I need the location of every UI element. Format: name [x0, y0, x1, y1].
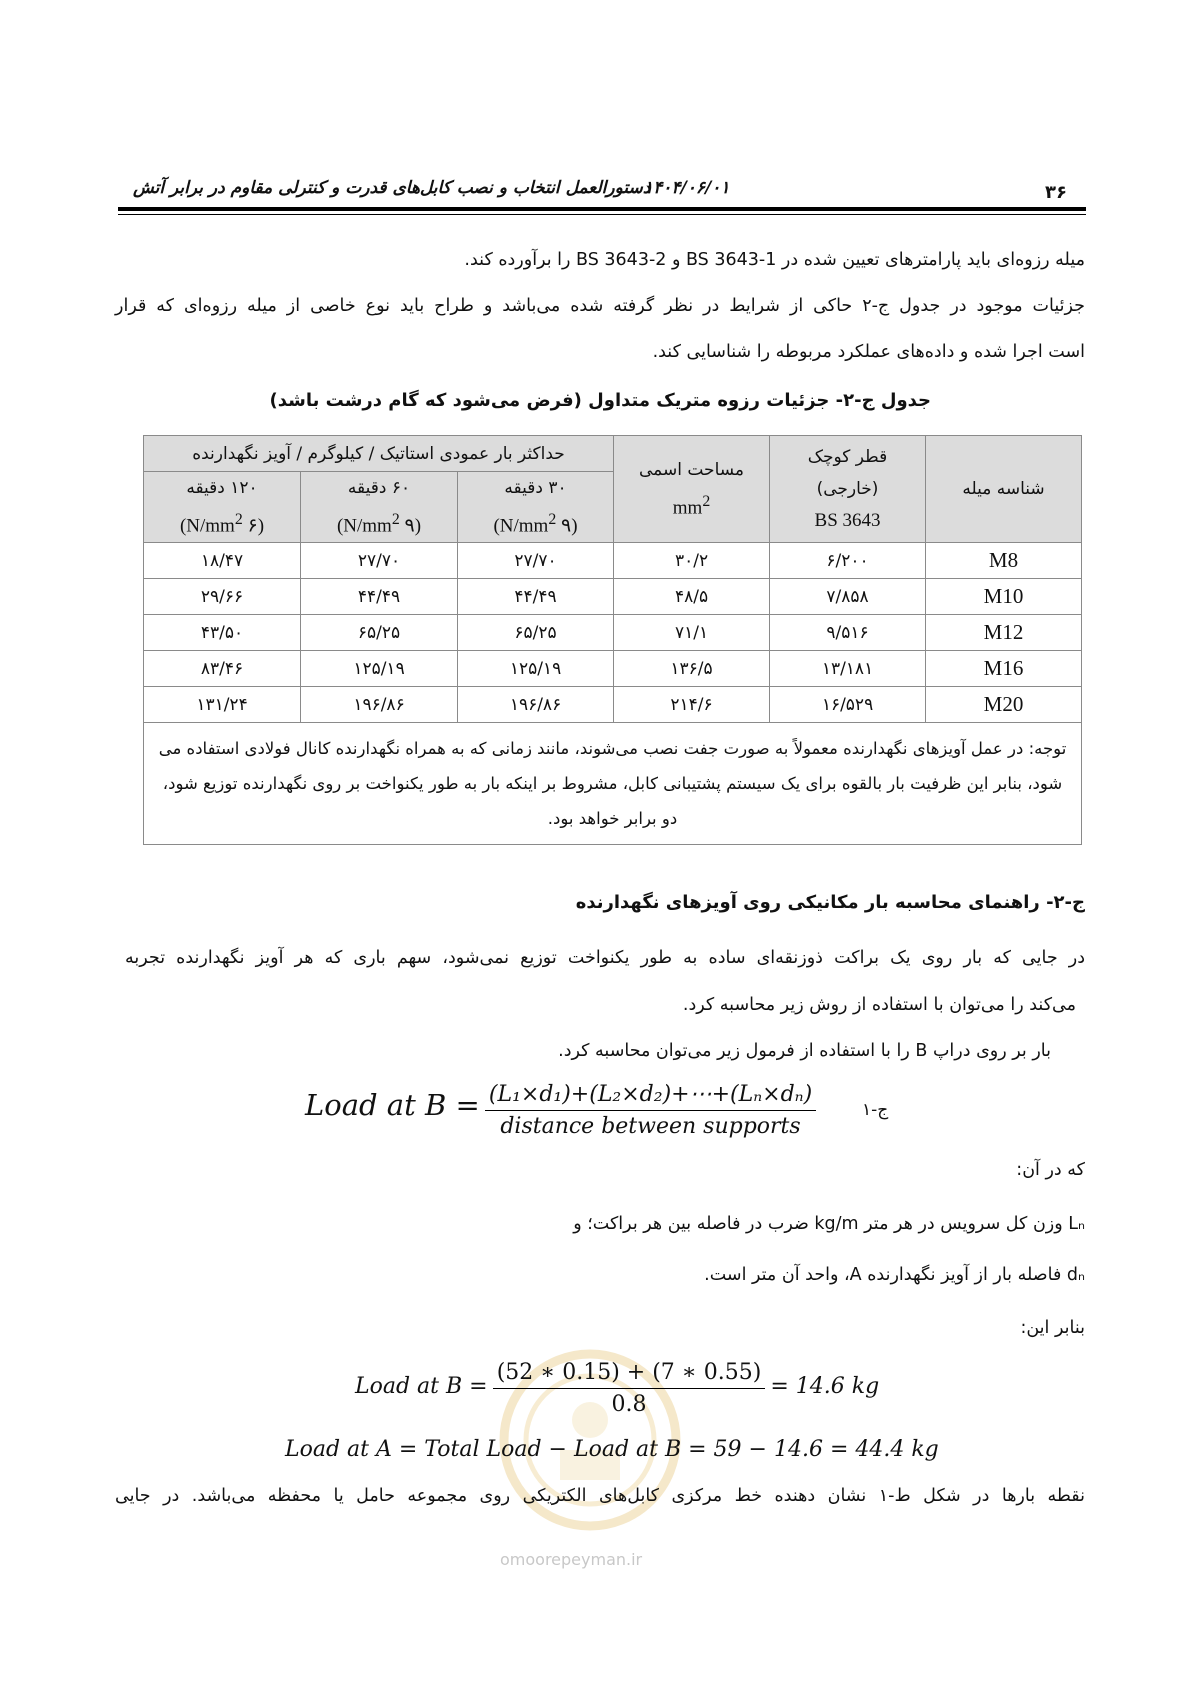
calc1-fraction	[493, 1360, 766, 1417]
calc1-denominator: 0.8	[611, 1392, 647, 1417]
load-30-cell: ۶۵/۲۵	[458, 615, 614, 651]
diameter-cell: ۷/۸۵۸	[770, 579, 926, 615]
header-rule-thick	[118, 207, 1086, 211]
section-paragraph-1a: در جایی که بار روی یک براکت ذوزنقه‌ای ساده به طور یکنواخت توزیع نمی‌شود، سهم باری که هر آویز نگهدارنده تجربه	[125, 948, 1085, 968]
table-row	[144, 579, 1082, 615]
header-120-min-stress: (۶ $N/mm^2$)	[179, 511, 265, 537]
formula-fraction	[485, 1082, 816, 1139]
header-title: دستورالعمل انتخاب و نصب کابل‌های قدرت و کنترلی مقاوم در برابر آتش	[133, 178, 651, 198]
header-area-unit: $mm^2$	[672, 493, 711, 519]
diameter-cell: ۶/۲۰۰	[770, 543, 926, 579]
header-60-min-stress: (۹ $N/mm^2$)	[336, 511, 422, 537]
section-paragraph-2: بار بر روی دراپ B را با استفاده از فرمول زیر می‌توان محاسبه کرد.	[558, 1041, 1051, 1061]
calc1-numerator: (52 ∗ 0.15) + (7 ∗ 0.55)	[493, 1360, 766, 1389]
dn-definition: dₙ فاصله بار از آویز نگهدارنده A، واحد آن متر است.	[704, 1265, 1085, 1285]
rod-cell: M20	[926, 687, 1082, 723]
table-row	[144, 615, 1082, 651]
watermark-text: omoorepeyman.ir	[500, 1550, 643, 1569]
diameter-cell: ۹/۵۱۶	[770, 615, 926, 651]
area-cell: ۱۳۶/۵	[614, 651, 770, 687]
table-row	[144, 651, 1082, 687]
header-120-min	[144, 472, 301, 543]
calc1-lhs: Load at B =	[355, 1374, 488, 1399]
thread-details-table	[143, 435, 1082, 845]
load-30-cell: ۱۲۵/۱۹	[458, 651, 614, 687]
header-30-min-label: ۳۰ دقیقه	[504, 478, 567, 498]
section-heading: ج-۲- راهنمای محاسبه بار مکانیکی روی آویزهای نگهدارنده	[575, 892, 1085, 913]
header-date: ۱۴۰۴/۰۶/۰۱	[644, 178, 730, 198]
area-cell: ۳۰/۲	[614, 543, 770, 579]
formula-numerator: (L₁×d₁)+(L₂×d₂)+⋯+(Lₙ×dₙ)	[485, 1082, 816, 1111]
header-nominal-area	[614, 436, 770, 543]
where-label: که در آن:	[1016, 1160, 1085, 1180]
header-area-label: مساحت اسمی	[639, 460, 745, 480]
load-60-cell: ۱۲۵/۱۹	[301, 651, 458, 687]
last-paragraph: نقطه بارها در شکل ط-۱ نشان دهنده خط مرکزی کابل‌های الکتریکی روی مجموعه حامل یا محفظه می‌باشد. در جایی	[115, 1486, 1086, 1506]
formula-lhs: Load at B =	[305, 1088, 480, 1122]
load-30-cell: ۴۴/۴۹	[458, 579, 614, 615]
calc-load-b	[355, 1360, 879, 1417]
header-minor-dia-line2: (خارجی)	[816, 479, 879, 500]
load-formula	[305, 1082, 905, 1162]
table-caption: جدول ج-۲- جزئیات رزوه متریک متداول (فرض می‌شود که گام درشت باشد)	[269, 390, 931, 411]
load-60-cell: ۶۵/۲۵	[301, 615, 458, 651]
load-30-cell: ۲۷/۷۰	[458, 543, 614, 579]
load-120-cell: ۸۳/۴۶	[144, 651, 301, 687]
diameter-cell: ۱۶/۵۲۹	[770, 687, 926, 723]
area-cell: ۷۱/۱	[614, 615, 770, 651]
header-30-min-stress: (۹ $N/mm^2$)	[493, 511, 578, 537]
thus-label: بنابر این:	[1020, 1318, 1085, 1338]
header-rod-id: شناسه میله	[926, 436, 1082, 543]
paragraph-1: میله رزوه‌ای باید پارامترهای تعیین شده در BS 3643-1 و BS 3643-2 را برآورده کند.	[464, 250, 1085, 270]
load-30-cell: ۱۹۶/۸۶	[458, 687, 614, 723]
header-minor-dia-line1: قطر کوچک	[807, 447, 888, 468]
rod-cell: M16	[926, 651, 1082, 687]
section-paragraph-1b: می‌کند را می‌توان با استفاده از روش زیر محاسبه کرد.	[682, 995, 1076, 1015]
table-row	[144, 687, 1082, 723]
load-60-cell: ۲۷/۷۰	[301, 543, 458, 579]
page-number: ۳۶	[1045, 182, 1067, 203]
header-minor-diameter	[770, 436, 926, 543]
rod-cell: M8	[926, 543, 1082, 579]
area-cell: ۲۱۴/۶	[614, 687, 770, 723]
load-60-cell: ۴۴/۴۹	[301, 579, 458, 615]
table-row	[144, 543, 1082, 579]
load-120-cell: ۴۳/۵۰	[144, 615, 301, 651]
area-cell: ۴۸/۵	[614, 579, 770, 615]
load-120-cell: ۱۳۱/۲۴	[144, 687, 301, 723]
table-note: توجه: در عمل آویزهای نگهدارنده معمولاً به صورت جفت نصب می‌شوند، مانند زمانی که به همراه نگهدارنده کانال فولادی استفاده می شود، بنابر این ظرفیت بار بالقوه برای یک سیستم پشتیبانی کابل، مشروط بر اینکه بار به طور یکنواخت بر روی نگهدارنده توزیع شود، دو برابر خواهد بود.	[144, 723, 1082, 845]
header-minor-dia-line3: BS 3643	[814, 510, 881, 532]
load-60-cell: ۱۹۶/۸۶	[301, 687, 458, 723]
equation-number: ج-۱	[862, 1100, 889, 1120]
load-120-cell: ۱۸/۴۷	[144, 543, 301, 579]
paragraph-2a: جزئیات موجود در جدول ج-۲ حاکی از شرایط در نظر گرفته شده می‌باشد و طراح باید نوع خاصی از میله رزوه‌ای که قرار	[115, 296, 1085, 316]
header-60-min	[301, 472, 458, 543]
header-max-load: حداکثر بار عمودی استاتیک / کیلوگرم / آویز نگهدارنده	[144, 436, 614, 472]
diameter-cell: ۱۳/۱۸۱	[770, 651, 926, 687]
header-120-min-label: ۱۲۰ دقیقه	[186, 478, 258, 498]
header-rule-thin	[118, 214, 1086, 215]
header-60-min-label: ۶۰ دقیقه	[347, 478, 411, 498]
ln-definition: Lₙ وزن کل سرویس در هر متر kg/m ضرب در فاصله بین هر براکت؛ و	[573, 1214, 1085, 1234]
calc1-rhs: = 14.6 kg	[770, 1374, 880, 1399]
rod-cell: M12	[926, 615, 1082, 651]
paragraph-2b: است اجرا شده و داده‌های عملکرد مربوطه را شناسایی کند.	[652, 342, 1085, 362]
formula-denominator: distance between supports	[500, 1114, 801, 1139]
load-120-cell: ۲۹/۶۶	[144, 579, 301, 615]
calc-load-a: Load at A = Total Load − Load at B = 59 − 14.6 = 44.4 kg	[285, 1437, 939, 1462]
rod-cell: M10	[926, 579, 1082, 615]
header-30-min	[458, 472, 614, 543]
